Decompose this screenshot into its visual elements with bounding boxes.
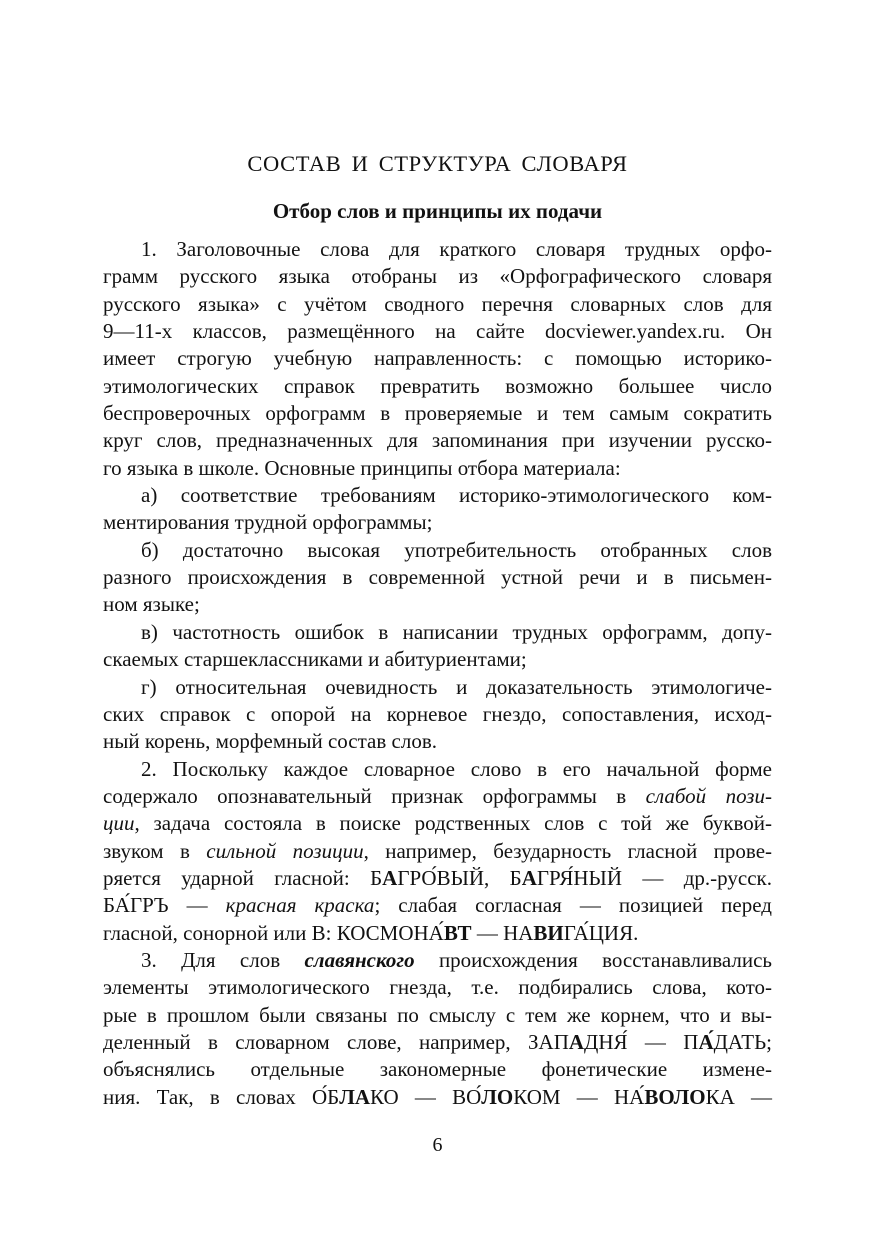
text-line	[103, 291, 772, 318]
text-segment: скаемых старшеклассниками и абитуриентами;	[103, 647, 527, 672]
text-line	[103, 373, 772, 400]
text-line	[103, 400, 772, 427]
section-subtitle: Отбор слов и принципы их подачи	[272, 199, 603, 223]
text-line	[103, 1002, 772, 1029]
text-segment: КОМ — НА́	[513, 1084, 645, 1109]
paragraph	[103, 947, 772, 1111]
text-segment: б) достаточно высокая употребительность отобранных слов	[141, 537, 772, 562]
text-line	[103, 1029, 772, 1056]
text-segment: звуком в	[103, 838, 207, 863]
text-line	[103, 920, 772, 947]
text-segment: г) относительная очевидность и доказательность этимологиче-	[141, 674, 772, 699]
text-line	[103, 701, 772, 728]
text-segment: ментирования трудной орфограммы;	[103, 510, 433, 535]
text-segment: ции	[103, 811, 135, 836]
text-segment: славянского	[304, 947, 415, 972]
text-segment: ЛО	[481, 1084, 514, 1109]
text-line	[103, 810, 772, 837]
paragraph	[103, 482, 772, 537]
page-title: СОСТАВ И СТРУКТУРА СЛОВАРЯ	[247, 151, 628, 176]
text-line	[103, 947, 772, 974]
text-segment: ГРЯ́НЫЙ — др.-русск.	[536, 865, 772, 890]
text-segment: ния. Так, в словах О́Б	[103, 1084, 340, 1109]
text-line	[103, 674, 772, 701]
text-segment: , например, безударность гласной прове-	[363, 838, 773, 863]
text-line	[103, 783, 772, 810]
text-segment: разного происхождения в современной устной речи и в письмен-	[103, 565, 772, 590]
text-segment: сильной позиции	[206, 838, 364, 863]
text-segment: ряется ударной гласной: Б	[103, 865, 383, 890]
text-segment: ЛА	[339, 1084, 371, 1109]
text-segment: ГА́ЦИЯ.	[563, 920, 639, 945]
text-segment: ный корень, морфемный состав слов.	[103, 729, 438, 754]
text-segment: ; слабая согласная — позицией перед	[374, 893, 772, 918]
text-segment: 2. Поскольку каждое словарное слово в его начальной форме	[141, 756, 772, 781]
text-segment: , задача состояла в поиске родственных слов с той же буквой-	[134, 811, 772, 836]
page-number: 6	[432, 1134, 443, 1156]
text-line	[103, 1084, 772, 1111]
text-segment: русского языка» с учётом сводного перечня словарных слов для	[103, 291, 772, 316]
text-segment: беспроверочных орфограмм в проверяемые и тем самым сократить	[103, 401, 772, 426]
text-segment: этимологических справок превратить возможно большее число	[103, 373, 772, 398]
text-body	[103, 236, 772, 1111]
text-line	[103, 865, 772, 892]
text-segment: содержало опознавательный признак орфограммы в	[103, 783, 646, 808]
text-segment: ВТ	[443, 920, 472, 945]
text-line	[103, 318, 772, 345]
text-segment: имеет строгую учебную направленность: с помощью историко-	[103, 346, 772, 371]
text-line	[103, 728, 772, 755]
text-segment: красная краска	[225, 893, 375, 918]
paragraph	[103, 674, 772, 756]
text-line	[103, 537, 772, 564]
text-segment: ДАТЬ;	[713, 1029, 772, 1054]
text-segment: го языка в школе. Основные принципы отбора материала:	[103, 455, 621, 480]
text-segment: грамм русского языка отобраны из «Орфографического словаря	[103, 264, 772, 289]
text-line	[103, 482, 772, 509]
text-line	[103, 974, 772, 1001]
text-segment: А	[521, 865, 537, 890]
text-segment: А	[382, 865, 398, 890]
text-segment: деленный в словарном слове, например, ЗАП	[103, 1029, 569, 1054]
text-segment: 9—11-х классов, размещённого на сайте docviewer.yandex.ru. Он	[103, 319, 772, 344]
text-line	[103, 591, 772, 618]
text-line	[103, 509, 772, 536]
text-segment: рые в прошлом были связаны по смыслу с тем же корнем, что и вы-	[103, 1002, 772, 1027]
text-segment: А́	[698, 1029, 714, 1054]
paragraph	[103, 619, 772, 674]
text-segment: ГРО́ВЫЙ, Б	[397, 865, 522, 890]
text-line	[103, 564, 772, 591]
text-line	[103, 838, 772, 865]
text-segment: КА —	[705, 1084, 773, 1109]
text-segment: элементы этимологического гнезда, т.е. подбирались слова, кото-	[103, 975, 772, 1000]
text-line	[103, 619, 772, 646]
text-segment: ДНЯ́ — П	[584, 1029, 699, 1054]
paragraph	[103, 537, 772, 619]
text-line	[103, 345, 772, 372]
text-segment: — НА	[471, 920, 534, 945]
text-line	[103, 646, 772, 673]
text-segment: ВОЛО	[644, 1084, 706, 1109]
text-line	[103, 263, 772, 290]
text-line	[103, 455, 772, 482]
text-segment: 1. Заголовочные слова для краткого словаря трудных орфо-	[141, 237, 772, 261]
text-segment: ВИ	[533, 920, 564, 945]
text-line	[103, 236, 772, 263]
text-line	[103, 892, 772, 919]
text-segment: ских справок с опорой на корневое гнездо, сопоставления, исход-	[103, 701, 772, 726]
text-segment: гласной, сонорной или В: КОСМОНА́	[103, 920, 444, 945]
text-segment: происхождения восстанавливались	[414, 947, 773, 972]
paragraph	[103, 236, 772, 482]
text-line	[103, 756, 772, 783]
text-segment: ном языке;	[103, 592, 200, 617]
paragraph	[103, 756, 772, 947]
text-segment: 3. Для слов	[141, 947, 305, 972]
text-segment: КО — ВО́	[370, 1084, 482, 1109]
text-segment: в) частотность ошибок в написании трудных орфограмм, допу-	[141, 619, 772, 644]
text-segment: круг слов, предназначенных для запоминания при изучении русско-	[103, 428, 772, 453]
text-segment: объяснялись отдельные закономерные фонетические измене-	[103, 1057, 772, 1082]
text-segment: БА́ГРЪ —	[103, 893, 226, 918]
text-line	[103, 1056, 772, 1083]
text-line	[103, 427, 772, 454]
text-segment: А	[568, 1029, 585, 1054]
text-segment: а) соответствие требованиям историко-этимологического ком-	[141, 483, 772, 508]
text-segment: слабой пози-	[645, 783, 772, 808]
